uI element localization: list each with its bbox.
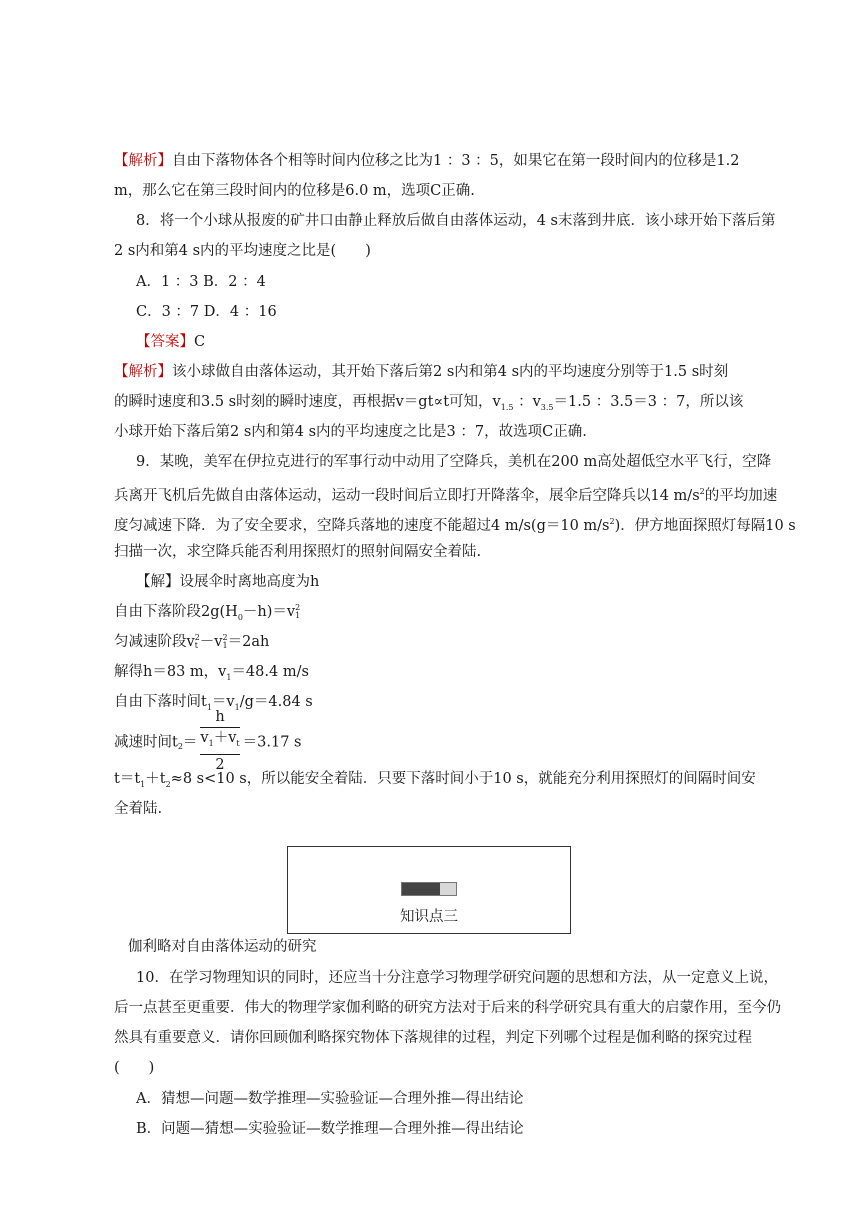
subscript: 1 [208,738,214,748]
question-text: )．伊方地面探照灯每隔10 s [614,517,796,534]
subscript: 1 [295,611,301,620]
subscript: 1.5 [500,402,514,412]
progress-fill [402,883,440,895]
analysis-text: 的瞬时速度和3.5 s时刻的瞬时速度，再根据v＝gt∝t可知，v [114,394,501,410]
solution-text: 减速时间t [114,734,178,751]
answer-line [136,332,205,352]
solution-text: 自由下落阶段2g(H [114,604,238,620]
subscript: 2 [165,779,171,789]
superscript: 2 [222,633,228,642]
subscript: 3.5 [540,402,554,412]
analysis-text: 该小球做自由落体运动，其开始下落后第2 s内和第4 s内的平均速度分别等于1.5 s时刻 [172,364,729,380]
superscript: 2 [609,517,615,526]
subscript: 1 [140,779,146,789]
question-10-text: 后一点甚至更重要．伟大的物理学家伽利略的研究方法对于后来的科学研究具有重大的启蒙作用，至今仍 [114,1000,781,1016]
analysis-tag: 【解析】 [114,153,172,169]
knowledge-point-box [287,846,571,934]
solution-text: 解得h＝83 m，v [114,664,227,680]
fraction-inner-numerator [200,729,239,753]
question-9-text [114,482,777,506]
solution-text: v [200,730,209,746]
analysis-line: m，那么它在第三段时间内的位移是6.0 m，选项C正确. [114,183,475,199]
fraction-denominator: 2 [215,756,225,773]
question-8-options: A．1 ：3 B．2 ：4 [136,274,266,290]
subscript: 1 [234,702,240,712]
solution-text: ＝2ah [227,634,270,650]
question-9-text: 9．某晚，美军在伊拉克进行的军事行动中动用了空降兵，美机在200 m高处超低空水平飞行，空降 [136,454,772,470]
solution-step [114,708,301,774]
subscript: 2 [177,741,183,751]
analysis-text: ＝1.5 ：3.5＝3 ：7，所以该 [553,394,744,410]
question-text: 兵离开飞机后先做自由落体运动，运动一段时间后立即打开降落伞，展伞后空降兵以14 m/s [114,487,700,504]
subscript: t [194,641,198,650]
question-10-text: 然具有重要意义．请你回顾伽利略探究物体下落规律的过程，判定下列哪个过程是伽利略的探究过程 [114,1030,752,1046]
section-title: 伽利略对自由落体运动的研究 [128,939,317,955]
fraction-bar [200,727,239,728]
question-10-option-b: B．问题—猜想—实验验证—数学推理—合理外推—得出结论 [136,1121,524,1137]
solution-step [114,769,756,795]
subscript: 1 [226,672,232,682]
question-text: 度匀减速下降．为了安全要求，空降兵落地的速度不能超过4 m/s(g＝10 m/s [114,517,610,534]
fraction [200,708,239,774]
solution-text: ＝48.4 m/s [231,664,309,680]
solution-step [114,632,269,652]
supsub [295,604,300,620]
analysis-line [114,362,728,382]
answer-tag: 【答案】 [136,334,194,350]
fraction-numerator: h [215,709,225,725]
solution-text: ＋t [145,771,166,787]
solution-text: /g＝4.84 s [239,694,313,710]
question-10-text: ( ) [114,1060,155,1076]
superscript: 2 [194,633,200,642]
question-10-option-a: A．猜想—问题—数学推理—实验验证—合理外推—得出结论 [136,1091,524,1107]
solution-text: 自由下落时间t [114,694,207,710]
answer-value: C [194,334,206,350]
subscript: 0 [237,612,243,622]
analysis-text: 自由下落物体各个相等时间内位移之比为1 ：3 ：5，如果它在第一段时间内的位移是1.2 [172,153,740,169]
superscript: 2 [295,603,301,612]
question-text: 的平均加速 [704,487,778,504]
solution-text: ＋v [213,730,237,746]
analysis-line [114,392,743,418]
question-8-options: C．3 ：7 D．4 ：16 [136,304,277,320]
analysis-line: 小球开始下落后第2 s内和第4 s内的平均速度之比是3 ：7，故选项C正确. [114,424,587,440]
subscript: 1 [222,641,228,650]
subscript: t [236,738,240,748]
superscript: 2 [699,487,705,496]
solution-step [114,602,300,628]
fraction-bar [200,754,239,755]
progress-bar [401,882,457,896]
question-9-text: 扫描一次，求空降兵能否利用探照灯的照射间隔安全着陆. [114,544,482,560]
knowledge-point-label: 知识点三 [400,909,458,925]
solution-text: 匀减速阶段v [114,634,195,650]
solution-step: 全着陆. [114,801,163,817]
question-10-text: 10．在学习物理知识的同时，还应当十分注意学习物理学研究问题的思想和方法，从一定意义上说， [136,970,778,986]
solution-text: ＝3.17 s [242,734,302,751]
question-8-text: 8．将一个小球从报废的矿井口由静止释放后做自由落体运动，4 s末落到井底．该小球开始下落后第 [136,213,776,229]
solution-text: ＝v [211,694,235,710]
analysis-tag: 【解析】 [114,364,172,380]
question-9-text [114,512,796,536]
solution-text: ≈8 s<10 s，所以能安全着陆．只要下落时间小于10 s，就能充分利用探照灯的间隔时间安 [170,771,756,787]
solution-text: t＝t [114,771,141,787]
solution-text: －h)＝v [242,604,296,620]
solution-step [114,662,309,688]
question-8-text: 2 s内和第4 s内的平均速度之比是( ) [114,243,371,259]
analysis-text: ：v [513,394,541,410]
solution-header: 【解】设展伞时离地高度为h [136,574,320,590]
subscript: 1 [206,702,212,712]
analysis-line [114,151,739,171]
solution-text: ＝ [182,734,198,751]
solution-text: －v [199,634,223,650]
